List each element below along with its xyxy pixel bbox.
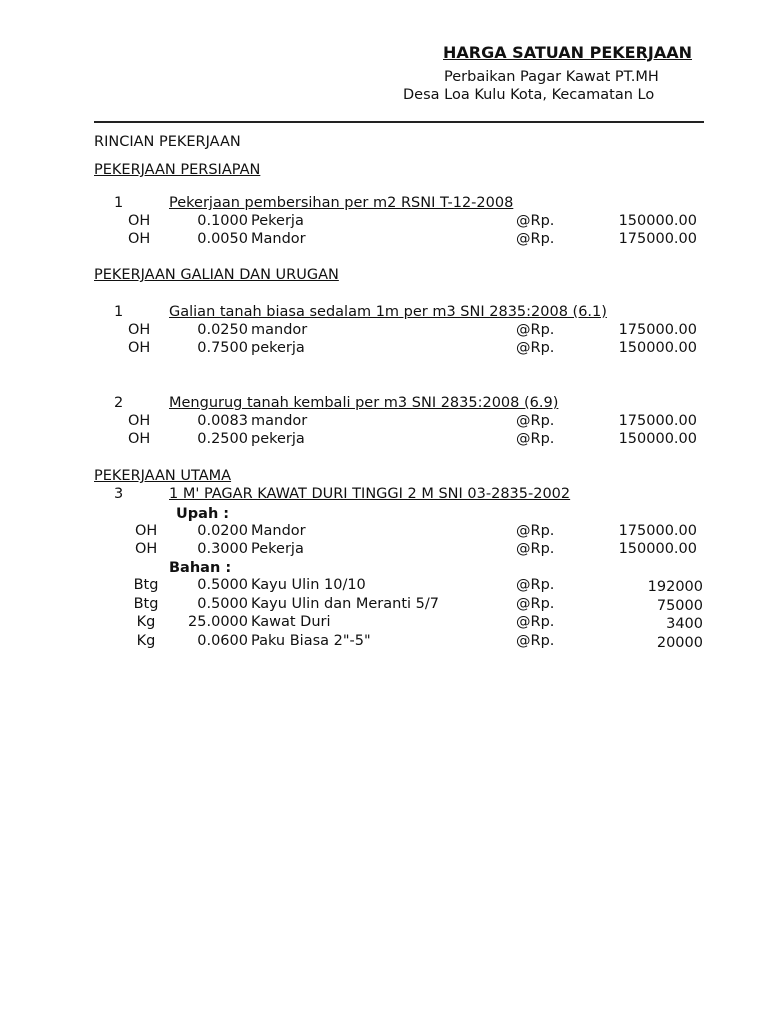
rincian-heading: RINCIAN PEKERJAAN <box>94 134 241 150</box>
row-name: Pekerja <box>251 541 304 557</box>
row-price: 175000.00 <box>618 322 697 338</box>
row-name: Mandor <box>251 523 306 539</box>
item-title: 1 M' PAGAR KAWAT DURI TINGGI 2 M SNI 03-2835-2002 <box>169 486 571 502</box>
row-unit: OH <box>128 431 151 447</box>
row-currency: @Rp. <box>516 413 555 429</box>
row-price: 75000 <box>656 598 703 614</box>
row-price: 175000.00 <box>618 413 697 429</box>
row-unit: Kg <box>136 633 156 649</box>
row-coefficient: 0.0250 <box>197 322 248 338</box>
section-heading-utama: PEKERJAAN UTAMA <box>94 468 232 484</box>
item-number: 1 <box>114 195 124 211</box>
header-divider <box>94 121 704 123</box>
upah-label: Upah : <box>176 506 230 522</box>
row-currency: @Rp. <box>516 633 555 649</box>
row-coefficient: 0.0050 <box>197 231 248 247</box>
row-currency: @Rp. <box>516 231 555 247</box>
row-price: 150000.00 <box>618 431 697 447</box>
row-price: 150000.00 <box>618 541 697 557</box>
item-title: Pekerjaan pembersihan per m2 RSNI T-12-2008 <box>169 195 514 211</box>
row-name: pekerja <box>251 340 305 356</box>
row-price: 150000.00 <box>618 340 697 356</box>
row-unit: OH <box>128 322 151 338</box>
row-coefficient: 0.7500 <box>197 340 248 356</box>
row-currency: @Rp. <box>516 213 555 229</box>
row-price: 3400 <box>666 616 703 632</box>
row-price: 175000.00 <box>618 523 697 539</box>
row-name: Kawat Duri <box>251 614 331 630</box>
row-unit: OH <box>128 213 151 229</box>
row-name: Kayu Ulin 10/10 <box>251 577 366 593</box>
row-currency: @Rp. <box>516 340 555 356</box>
row-currency: @Rp. <box>516 523 555 539</box>
page-title: HARGA SATUAN PEKERJAAN <box>443 43 693 62</box>
row-currency: @Rp. <box>516 614 555 630</box>
row-price: 150000.00 <box>618 213 697 229</box>
row-currency: @Rp. <box>516 596 555 612</box>
row-unit: OH <box>128 413 151 429</box>
row-name: mandor <box>251 322 308 338</box>
row-currency: @Rp. <box>516 431 555 447</box>
row-coefficient: 0.5000 <box>197 596 248 612</box>
section-heading-persiapan: PEKERJAAN PERSIAPAN <box>94 162 261 178</box>
row-coefficient: 0.1000 <box>197 213 248 229</box>
row-coefficient: 0.5000 <box>197 577 248 593</box>
project-name: Perbaikan Pagar Kawat PT.MH <box>444 69 659 85</box>
row-name: pekerja <box>251 431 305 447</box>
row-name: Paku Biasa 2"-5" <box>251 633 371 649</box>
row-coefficient: 0.0600 <box>197 633 248 649</box>
row-price: 20000 <box>656 635 703 651</box>
row-unit: OH <box>135 541 158 557</box>
row-unit: OH <box>128 231 151 247</box>
row-price: 175000.00 <box>618 231 697 247</box>
item-title: Mengurug tanah kembali per m3 SNI 2835:2008 (6.9) <box>169 395 559 411</box>
row-name: Kayu Ulin dan Meranti 5/7 <box>251 596 440 612</box>
row-coefficient: 25.0000 <box>188 614 248 630</box>
row-coefficient: 0.0083 <box>197 413 248 429</box>
row-name: Mandor <box>251 231 306 247</box>
row-unit: OH <box>128 340 151 356</box>
row-unit: Btg <box>133 596 159 612</box>
section-heading-galian: PEKERJAAN GALIAN DAN URUGAN <box>94 267 339 283</box>
row-unit: OH <box>135 523 158 539</box>
row-name: mandor <box>251 413 308 429</box>
row-price: 192000 <box>647 579 703 595</box>
row-currency: @Rp. <box>516 577 555 593</box>
item-number: 1 <box>114 304 124 320</box>
bahan-label: Bahan : <box>169 560 232 576</box>
row-currency: @Rp. <box>516 322 555 338</box>
row-coefficient: 0.0200 <box>197 523 248 539</box>
item-title: Galian tanah biasa sedalam 1m per m3 SNI 2835:2008 (6.1) <box>169 304 607 320</box>
row-unit: Kg <box>136 614 156 630</box>
row-coefficient: 0.2500 <box>197 431 248 447</box>
project-location: Desa Loa Kulu Kota, Kecamatan Lo <box>403 87 655 103</box>
row-name: Pekerja <box>251 213 304 229</box>
item-number: 2 <box>114 395 124 411</box>
row-unit: Btg <box>133 577 159 593</box>
row-currency: @Rp. <box>516 541 555 557</box>
row-coefficient: 0.3000 <box>197 541 248 557</box>
item-number: 3 <box>114 486 124 502</box>
